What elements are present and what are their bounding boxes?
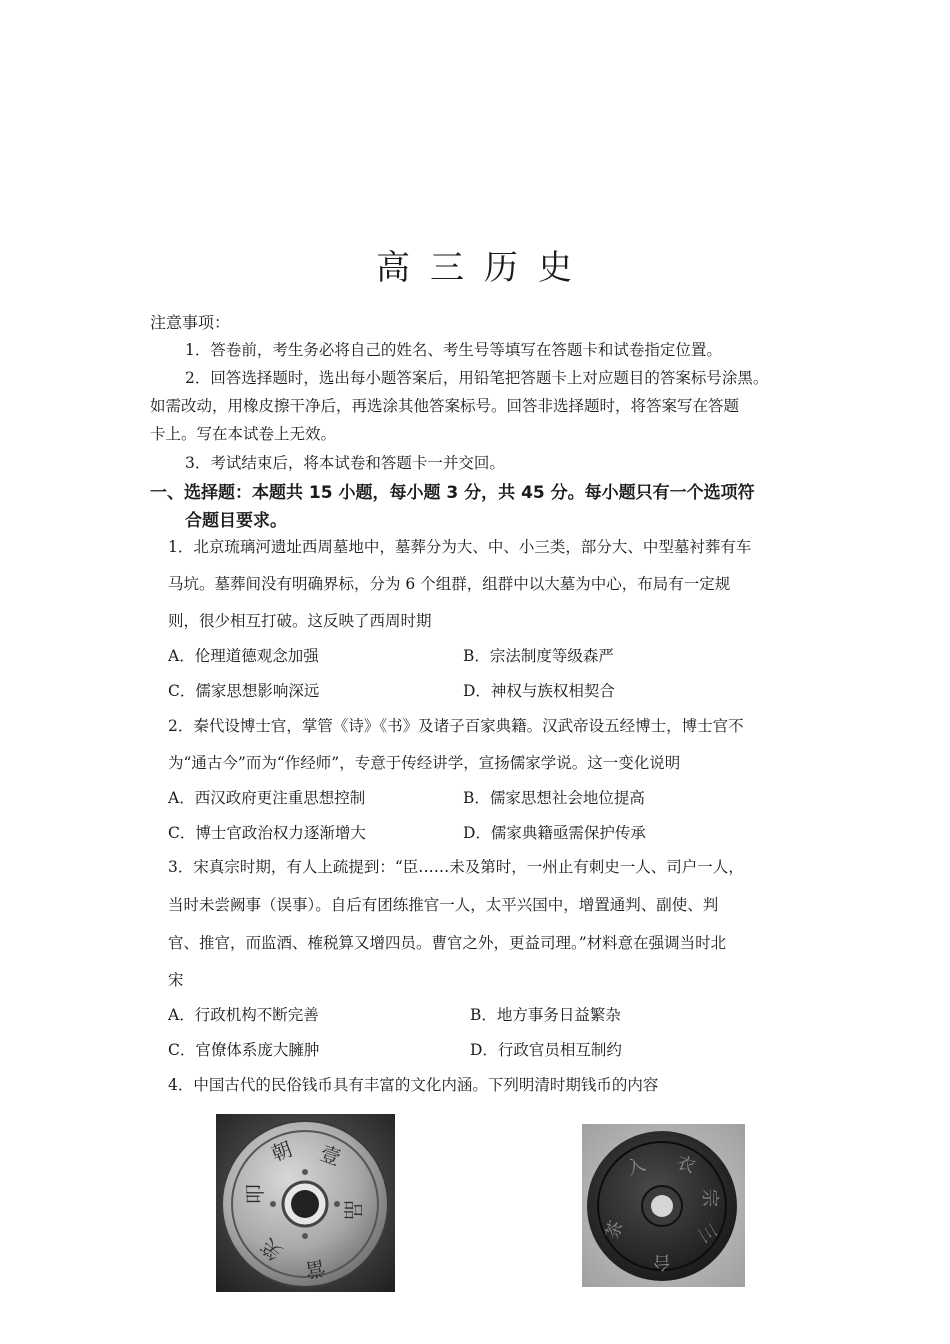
- coin-left-char: 壹: [316, 1140, 344, 1171]
- question-2-line-1: 2．秦代设博士官，掌管《诗》《书》及诸子百家典籍。汉武帝设五经博士，博士官不: [168, 717, 744, 735]
- question-3-option-a: A．行政机构不断完善: [168, 1006, 319, 1024]
- question-2-line-2: 为“通古今”而为“作经师”，专意于传经讲学，宣扬儒家学说。这一变化说明: [168, 754, 681, 772]
- question-3-line-4: 宋: [168, 971, 184, 989]
- question-2-option-c: C．博士官政治权力逐渐增大: [168, 824, 366, 842]
- coin-right-char: 三: [693, 1220, 721, 1247]
- title-char: 历: [484, 248, 520, 288]
- question-1-line-3: 则，很少相互打破。这反映了西周时期: [168, 612, 432, 630]
- coin-photo-dark: [582, 1124, 745, 1287]
- title-char: 高: [376, 248, 412, 288]
- coin-left-char: 叩: [243, 1184, 267, 1204]
- section-heading-line-1: 一、选择题：本题共 15 小题，每小题 3 分，共 45 分。每小题只有一个选项符: [150, 483, 755, 503]
- coin-image-left: [216, 1114, 395, 1292]
- question-3-option-c: C．官僚体系庞大臃肿: [168, 1041, 320, 1059]
- page-title: [0, 240, 950, 289]
- question-1-line-1: 1．北京琉璃河遗址西周墓地中，墓葬分为大、中、小三类，部分大、中型墓衬葬有车: [168, 538, 752, 556]
- question-3-option-b: B．地方事务日益繁杂: [470, 1006, 621, 1024]
- coin-right-char: 衣: [673, 1151, 698, 1178]
- coin-left-char: 朝: [268, 1136, 296, 1167]
- note-item-2-line-3: 卡上。写在本试卷上无效。: [150, 425, 337, 443]
- question-2-option-b: B．儒家思想社会地位提高: [463, 789, 645, 807]
- coin-photo-silver: [216, 1114, 395, 1292]
- question-2-option-d: D．儒家典籍亟需保护传承: [463, 824, 646, 842]
- title-char: 史: [538, 248, 574, 288]
- note-item-2-line-1: 2．回答选择题时，选出每小题答案后，用铅笔把答题卡上对应题目的答案标号涂黑。: [185, 369, 769, 387]
- question-3-option-d: D．行政官员相互制约: [470, 1041, 622, 1059]
- question-2-option-a: A．西汉政府更注重思想控制: [168, 789, 366, 807]
- coin-left-char: 品: [341, 1200, 365, 1220]
- coin-left-char: 笑: [256, 1233, 287, 1265]
- notes-heading: 注意事项：: [150, 313, 231, 332]
- coin-image-right: [582, 1124, 745, 1287]
- question-1-option-c: C．儒家思想影响深远: [168, 682, 320, 700]
- coin-right-char: 入: [624, 1153, 649, 1180]
- question-1-option-d: D．神权与族权相契合: [463, 682, 615, 700]
- question-4-line-1: 4．中国古代的民俗钱币具有丰富的文化内涵。下列明清时期钱币的内容: [168, 1076, 659, 1094]
- note-item-1: 1．答卷前，考生务必将自己的姓名、考生号等填写在答题卡和试卷指定位置。: [185, 341, 722, 359]
- title-char: 三: [430, 248, 466, 288]
- coin-left-char: 當: [303, 1255, 328, 1283]
- question-3-line-2: 当时未尝阙事（误事）。自后有团练推官一人，太平兴国中，增置通判、副使、判: [168, 896, 719, 914]
- note-item-3: 3．考试结束后，将本试卷和答题卡一并交回。: [185, 454, 505, 472]
- coin-right-char: 台: [653, 1251, 671, 1272]
- coin-right-char: 宗: [699, 1189, 720, 1207]
- question-3-line-1: 3．宋真宗时期，有人上疏提到：“臣……未及第时，一州止有刺史一人、司户一人，: [168, 858, 744, 876]
- question-3-line-3: 官、推官，而监酒、榷税算又增四员。曹官之外，更益司理。”材料意在强调当时北: [168, 934, 727, 952]
- question-1-option-b: B．宗法制度等级森严: [463, 647, 614, 665]
- question-1-option-a: A．伦理道德观念加强: [168, 647, 319, 665]
- coin-right-char: 茶: [601, 1218, 628, 1243]
- question-1-line-2: 马坑。墓葬间没有明确界标，分为 6 个组群，组群中以大墓为中心，布局有一定规: [168, 575, 731, 593]
- section-heading-line-2: 合题目要求。: [185, 511, 287, 531]
- note-item-2-line-2: 如需改动，用橡皮擦干净后，再选涂其他答案标号。回答非选择题时，将答案写在答题: [150, 397, 740, 415]
